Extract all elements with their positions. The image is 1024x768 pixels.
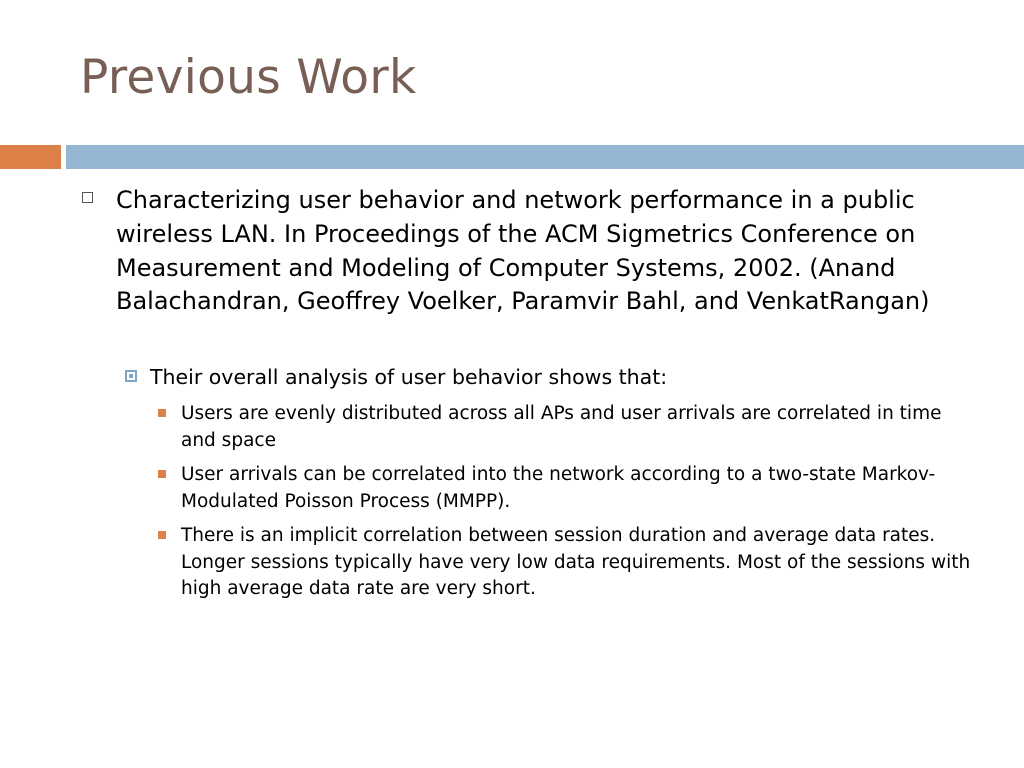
slide-title: Previous Work <box>80 50 417 105</box>
hollow-square-bullet-icon <box>82 192 93 203</box>
filled-square-bullet-icon <box>158 409 166 417</box>
bullet-level1-text: Characterizing user behavior and network performance in a public wireless LAN. In Proceedings of the ACM Sigmetrics Conference on Measurement and Modeling of Computer Systems, 2002. (Anand Balachandran, Geoffrey Voelker, Paramvir Bahl, and VenkatRangan) <box>116 186 930 316</box>
square-bullet-icon <box>125 370 137 382</box>
accent-bar-blue <box>66 145 1024 169</box>
bullet-level3-item: Users are evenly distributed across all APs and user arrivals are correlated in time and space <box>181 403 942 451</box>
bullet-level3-item: There is an implicit correlation between session duration and average data rates. Longer sessions typically have very low data requirements. Most of the sessions with high average data rate are very short. <box>181 525 971 599</box>
filled-square-bullet-icon <box>158 470 166 478</box>
bullet-level2-text: Their overall analysis of user behavior shows that: <box>150 365 668 389</box>
accent-bar-orange <box>0 145 61 169</box>
bullet-level3-item: User arrivals can be correlated into the network according to a two-state Markov-Modulated Poisson Process (MMPP). <box>181 464 936 512</box>
filled-square-bullet-icon <box>158 531 166 539</box>
